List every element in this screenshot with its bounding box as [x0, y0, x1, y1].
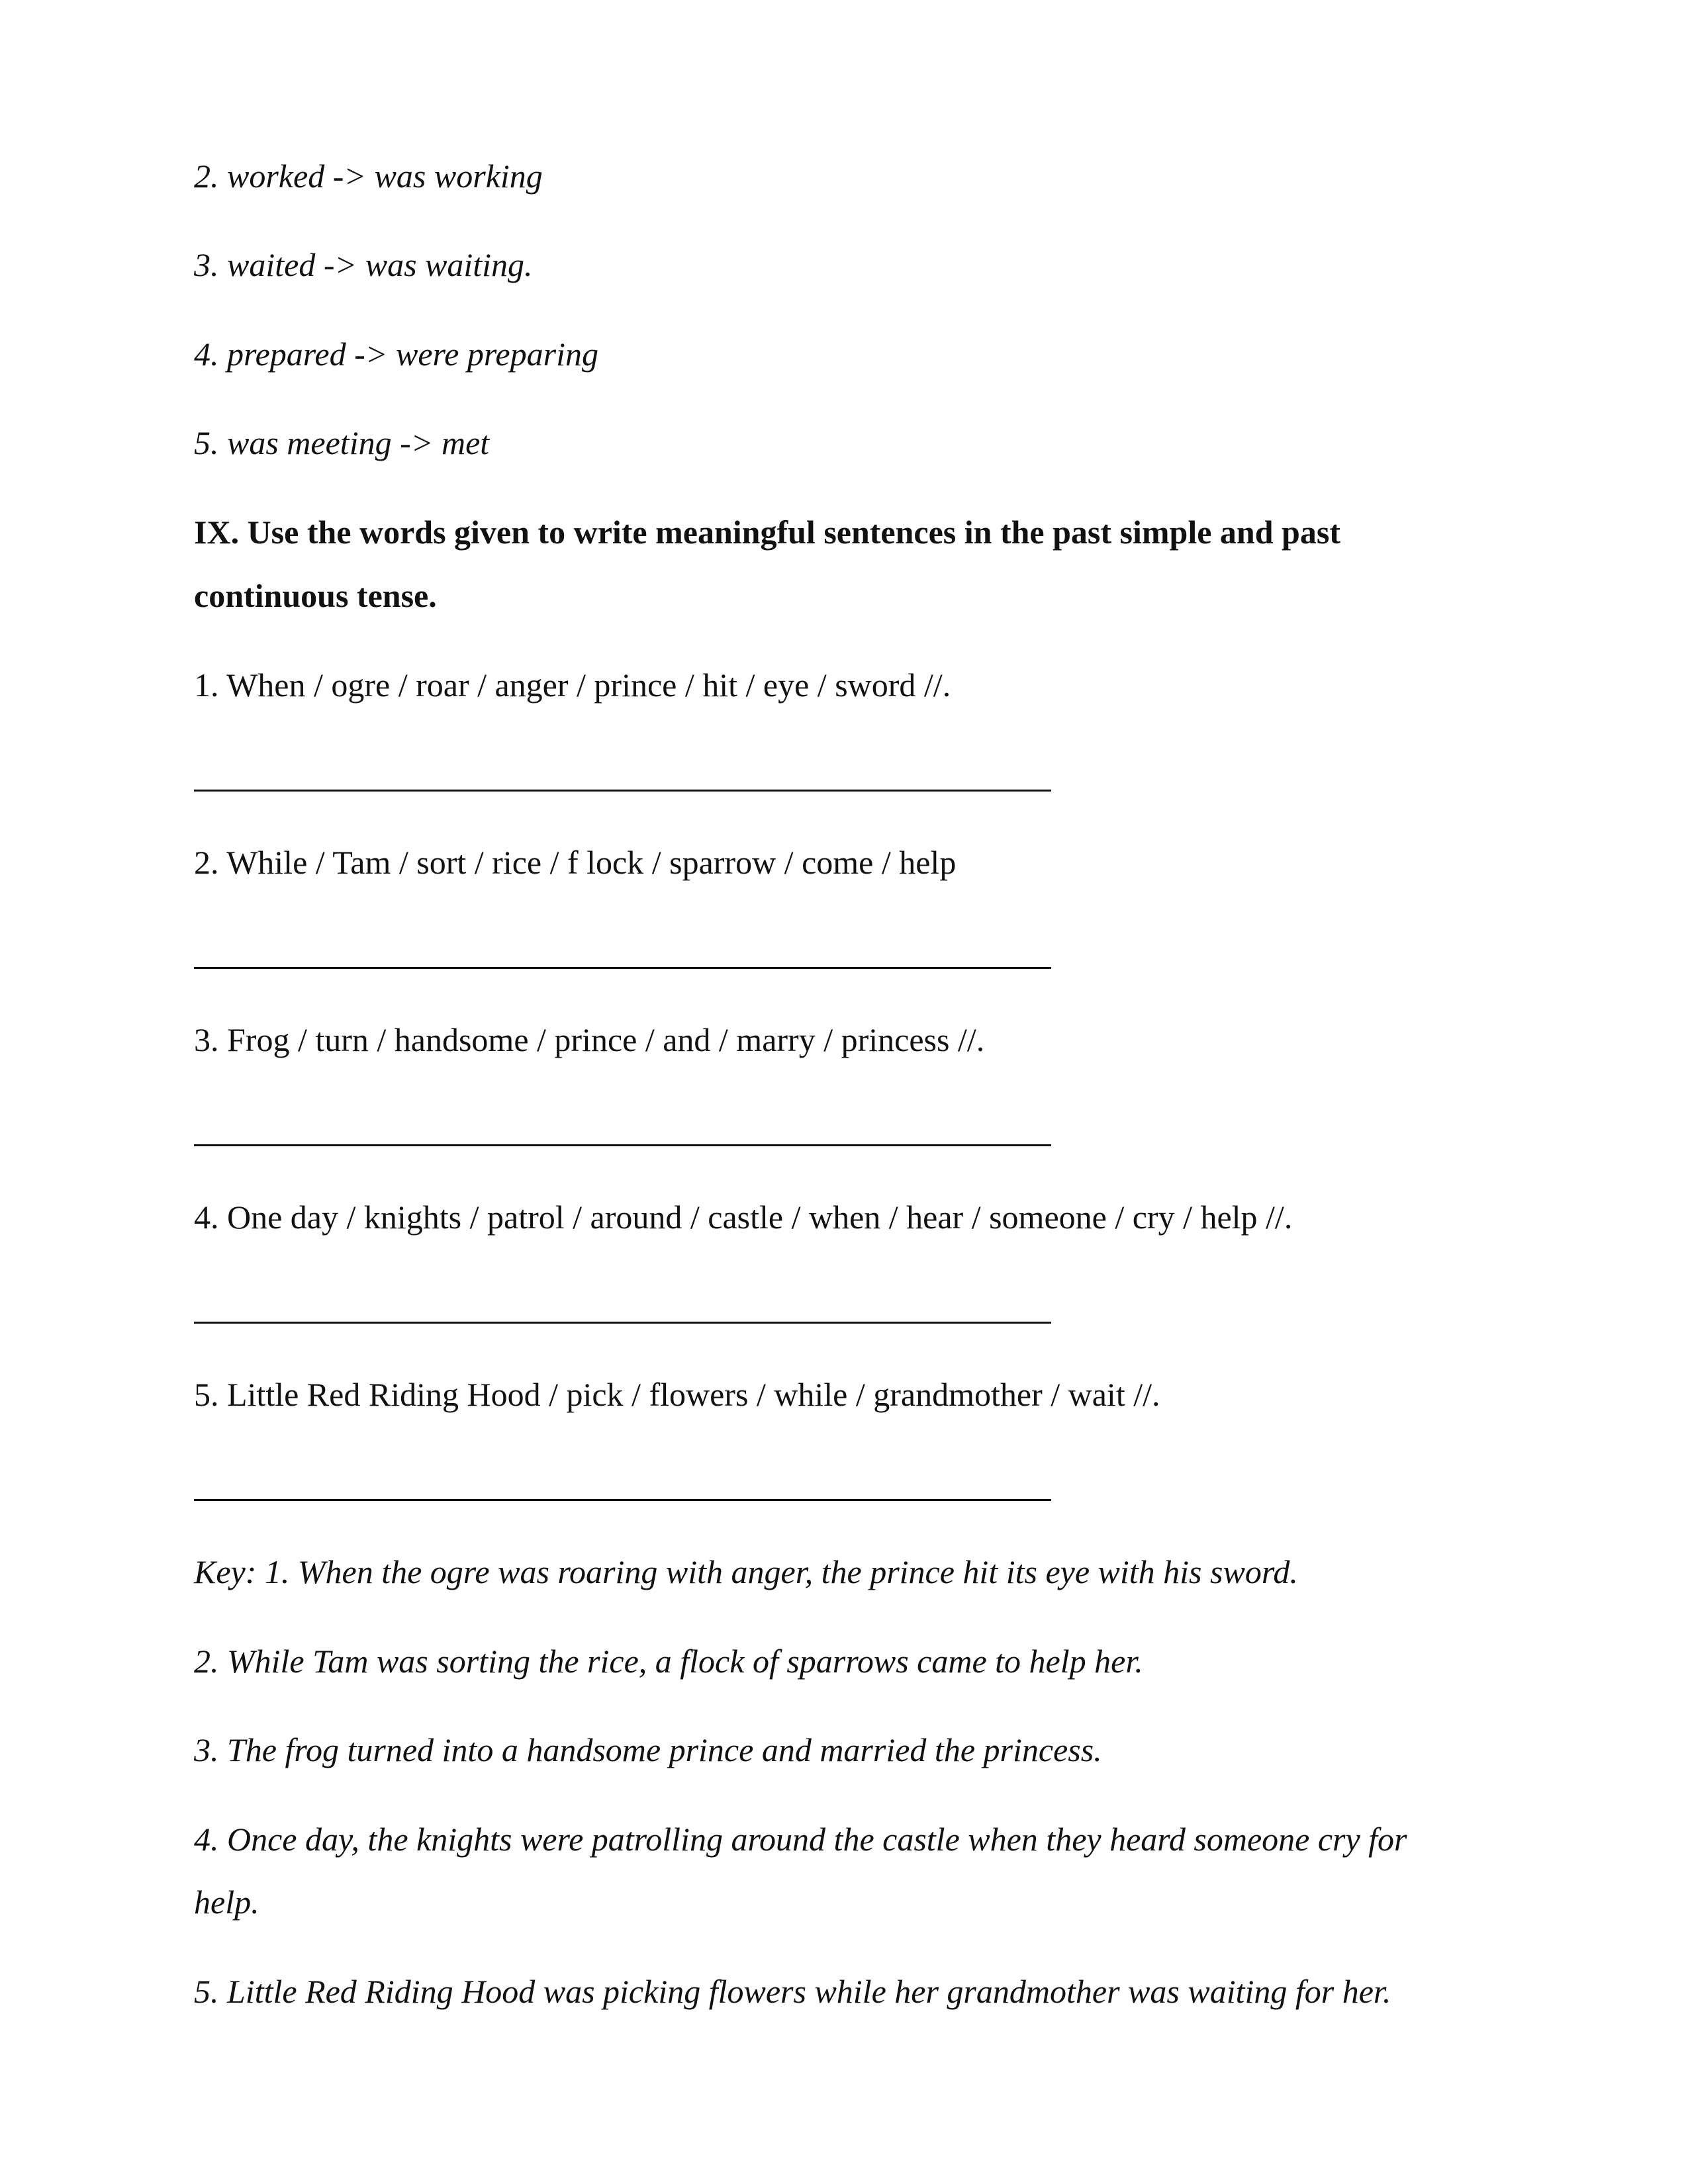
answer-blank[interactable]	[194, 967, 1051, 969]
exercise-heading: IX. Use the words given to write meaningful sentences in the past simple and past	[194, 514, 1340, 551]
answer-key-line: Key: 1. When the ogre was roaring with anger, the prince hit its eye with his sword.	[194, 1553, 1298, 1590]
previous-key-line: 2. worked -> was working	[194, 158, 543, 195]
answer-key-line: 5. Little Red Riding Hood was picking flowers while her grandmother was waiting for her.	[194, 1973, 1391, 2010]
answer-blank[interactable]	[194, 1499, 1051, 1501]
previous-key-line: 3. waited -> was waiting.	[194, 246, 533, 283]
answer-key-line: 3. The frog turned into a handsome prince and married the princess.	[194, 1731, 1102, 1768]
exercise-heading-continued: continuous tense.	[194, 577, 437, 614]
answer-key-line: 4. Once day, the knights were patrolling around the castle when they heard someone cry for	[194, 1821, 1407, 1858]
answer-key-line: 2. While Tam was sorting the rice, a flock of sparrows came to help her.	[194, 1643, 1143, 1680]
exercise-item: 2. While / Tam / sort / rice / f lock / sparrow / come / help	[194, 844, 957, 881]
answer-blank[interactable]	[194, 1322, 1051, 1324]
answer-blank[interactable]	[194, 790, 1051, 792]
exercise-item: 1. When / ogre / roar / anger / prince / hit / eye / sword //.	[194, 666, 951, 704]
exercise-item: 3. Frog / turn / handsome / prince / and / marry / princess //.	[194, 1021, 985, 1058]
previous-key-line: 4. prepared -> were preparing	[194, 336, 598, 373]
previous-key-line: 5. was meeting -> met	[194, 424, 490, 461]
answer-blank[interactable]	[194, 1144, 1051, 1146]
exercise-item: 4. One day / knights / patrol / around / castle / when / hear / someone / cry / help //.	[194, 1199, 1293, 1236]
answer-key-line-continued: help.	[194, 1884, 259, 1921]
exercise-item: 5. Little Red Riding Hood / pick / flowers / while / grandmother / wait //.	[194, 1376, 1160, 1413]
